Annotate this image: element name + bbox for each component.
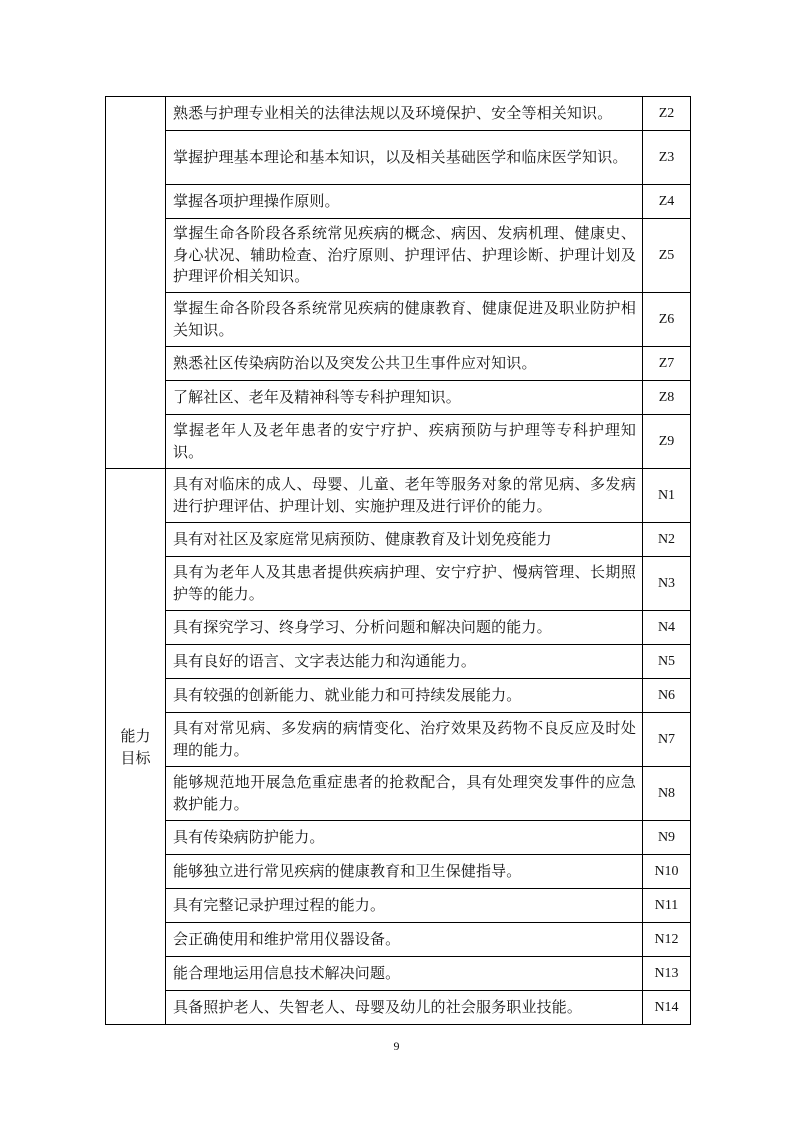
table-row [106,131,691,185]
goal-description: 具有为老年人及其患者提供疾病护理、安宁疗护、慢病管理、长期照护等的能力。 [166,557,643,611]
goal-code: Z6 [643,293,691,347]
table-row [106,557,691,611]
table-row [106,469,691,523]
goal-code: Z3 [643,131,691,185]
ability-category-cell [106,469,166,1025]
table-row [106,679,691,713]
goal-description: 熟悉社区传染病防治以及突发公共卫生事件应对知识。 [166,347,643,381]
goal-code: Z2 [643,97,691,131]
goal-description: 熟悉与护理专业相关的法律法规以及环境保护、安全等相关知识。 [166,97,643,131]
table-row [106,855,691,889]
goal-code: N7 [643,713,691,767]
table-row [106,889,691,923]
table-row [106,821,691,855]
goal-code: N6 [643,679,691,713]
goal-description: 具有较强的创新能力、就业能力和可持续发展能力。 [166,679,643,713]
goal-code: Z4 [643,185,691,219]
goal-code: Z7 [643,347,691,381]
goal-description: 具有良好的语言、文字表达能力和沟通能力。 [166,645,643,679]
goal-description: 会正确使用和维护常用仪器设备。 [166,923,643,957]
table-row [106,347,691,381]
goal-code: Z8 [643,381,691,415]
goal-description: 具有对常见病、多发病的病情变化、治疗效果及药物不良反应及时处理的能力。 [166,713,643,767]
table-row [106,219,691,293]
goal-code: N11 [643,889,691,923]
goal-code: N5 [643,645,691,679]
goal-code: Z9 [643,415,691,469]
table-row [106,523,691,557]
goal-code: N12 [643,923,691,957]
goal-description: 能够独立进行常见疾病的健康教育和卫生保健指导。 [166,855,643,889]
goal-code: Z5 [643,219,691,293]
goal-description: 掌握生命各阶段各系统常见疾病的健康教育、健康促进及职业防护相关知识。 [166,293,643,347]
table-row [106,97,691,131]
table-row [106,381,691,415]
goal-description: 能合理地运用信息技术解决问题。 [166,957,643,991]
goal-code: N14 [643,991,691,1025]
goal-description: 具有探究学习、终身学习、分析问题和解决问题的能力。 [166,611,643,645]
table-row [106,991,691,1025]
goal-code: N4 [643,611,691,645]
goal-code: N8 [643,767,691,821]
goal-code: N2 [643,523,691,557]
knowledge-category-cell [106,97,166,469]
goal-description: 掌握老年人及老年患者的安宁疗护、疾病预防与护理等专科护理知识。 [166,415,643,469]
table-row [106,611,691,645]
table-row [106,923,691,957]
table-row [106,645,691,679]
category-label: 目标 [120,748,151,767]
goal-description: 掌握各项护理操作原则。 [166,185,643,219]
goal-description: 具备照护老人、失智老人、母婴及幼儿的社会服务职业技能。 [166,991,643,1025]
goal-description: 具有对临床的成人、母婴、儿童、老年等服务对象的常见病、多发病进行护理评估、护理计划、实施护理及进行评价的能力。 [166,469,643,523]
goal-description: 掌握护理基本理论和基本知识，以及相关基础医学和临床医学知识。 [166,131,643,185]
table-row [106,957,691,991]
table-row [106,713,691,767]
goal-description: 掌握生命各阶段各系统常见疾病的概念、病因、发病机理、健康史、身心状况、辅助检查、治疗原则、护理评估、护理诊断、护理计划及护理评价相关知识。 [166,219,643,293]
goal-code: N10 [643,855,691,889]
table-row [106,767,691,821]
goal-code: N13 [643,957,691,991]
goal-description: 了解社区、老年及精神科等专科护理知识。 [166,381,643,415]
goal-description: 能够规范地开展急危重症患者的抢救配合，具有处理突发事件的应急救护能力。 [166,767,643,821]
table-row [106,185,691,219]
training-goals-table [105,96,691,1025]
table-row [106,415,691,469]
page-number: 9 [393,1039,400,1053]
table-row [106,293,691,347]
goal-code: N9 [643,821,691,855]
goal-code: N1 [643,469,691,523]
goal-description: 具有传染病防护能力。 [166,821,643,855]
goal-code: N3 [643,557,691,611]
goal-description: 具有对社区及家庭常见病预防、健康教育及计划免疫能力 [166,523,643,557]
goal-description: 具有完整记录护理过程的能力。 [166,889,643,923]
category-label: 能力 [120,726,151,745]
